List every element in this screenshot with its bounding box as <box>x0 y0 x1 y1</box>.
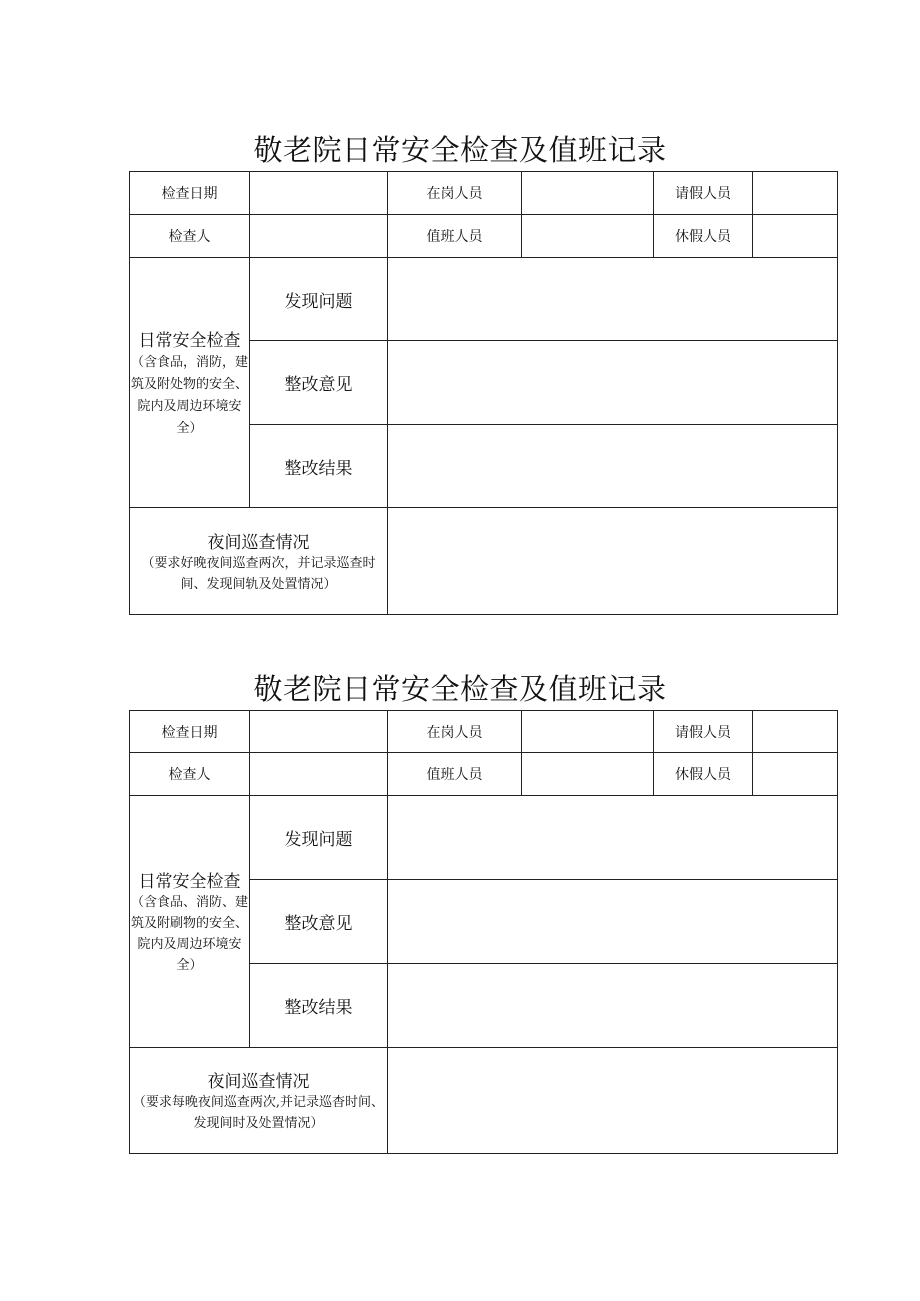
inspector-label: 检查人 <box>130 215 250 258</box>
daily-check-title: 日常安全检查 <box>138 872 241 892</box>
form-2-table <box>129 710 838 1154</box>
form-1-title: 敬老院日常安全检查及值班记录 <box>253 133 667 167</box>
leave-staff-label: 请假人员 <box>654 711 753 753</box>
inspector-field[interactable] <box>250 215 388 258</box>
check-date-field[interactable] <box>250 172 388 215</box>
night-patrol-cell <box>130 508 388 615</box>
on-duty-staff-field[interactable] <box>522 711 654 753</box>
daily-check-title: 日常安全检查 <box>138 331 241 351</box>
problems-found-field[interactable] <box>388 258 838 341</box>
problems-found-field[interactable] <box>388 796 838 880</box>
rest-staff-field[interactable] <box>753 215 838 258</box>
rest-staff-label: 休假人员 <box>654 215 753 258</box>
on-duty-staff-label: 在岗人员 <box>388 172 522 215</box>
rectification-opinion-field[interactable] <box>388 880 838 964</box>
daily-check-cell <box>130 796 250 1048</box>
daily-check-cell <box>130 258 250 508</box>
duty-staff-field[interactable] <box>522 215 654 258</box>
on-duty-staff-label: 在岗人员 <box>388 711 522 753</box>
night-patrol-cell <box>130 1048 388 1154</box>
form-1-table <box>129 171 838 615</box>
rectification-opinion-label: 整改意见 <box>250 880 388 964</box>
on-duty-staff-field[interactable] <box>522 172 654 215</box>
problems-found-label: 发现问题 <box>250 796 388 880</box>
problems-found-label: 发现问题 <box>250 258 388 341</box>
rest-staff-label: 休假人员 <box>654 753 753 796</box>
rectification-opinion-label: 整改意见 <box>250 341 388 425</box>
rectification-opinion-field[interactable] <box>388 341 838 425</box>
daily-check-note: （含食品、消防、建筑及附刷物的安全、院内及周边环境安全） <box>130 895 248 973</box>
duty-staff-field[interactable] <box>522 753 654 796</box>
night-patrol-field[interactable] <box>388 508 838 615</box>
daily-check-note: （含食品，消防，建筑及附处物的安全、院内及周边环境安全） <box>130 355 248 436</box>
night-patrol-note: （要求每晚夜间巡查两次,并记录巡杳时间、发现间时及处置情况） <box>132 1095 385 1131</box>
leave-staff-field[interactable] <box>753 172 838 215</box>
rectification-result-label: 整改结果 <box>250 964 388 1048</box>
leave-staff-field[interactable] <box>753 711 838 753</box>
form-2-title: 敬老院日常安全检查及值班记录 <box>253 672 667 706</box>
check-date-label: 检查日期 <box>130 172 250 215</box>
rectification-result-field[interactable] <box>388 964 838 1048</box>
rectification-result-field[interactable] <box>388 425 838 508</box>
leave-staff-label: 请假人员 <box>654 172 753 215</box>
check-date-label: 检查日期 <box>130 711 250 753</box>
rest-staff-field[interactable] <box>753 753 838 796</box>
night-patrol-field[interactable] <box>388 1048 838 1154</box>
night-patrol-note: （要求好晚夜间巡查两次，并记录巡查时间、发现间轨及处置情况） <box>141 555 376 592</box>
night-patrol-title: 夜间巡查情况 <box>207 1072 310 1092</box>
duty-staff-label: 值班人员 <box>388 753 522 796</box>
inspector-label: 检查人 <box>130 753 250 796</box>
duty-staff-label: 值班人员 <box>388 215 522 258</box>
inspector-field[interactable] <box>250 753 388 796</box>
rectification-result-label: 整改结果 <box>250 425 388 508</box>
check-date-field[interactable] <box>250 711 388 753</box>
night-patrol-title: 夜间巡查情况 <box>207 532 310 553</box>
